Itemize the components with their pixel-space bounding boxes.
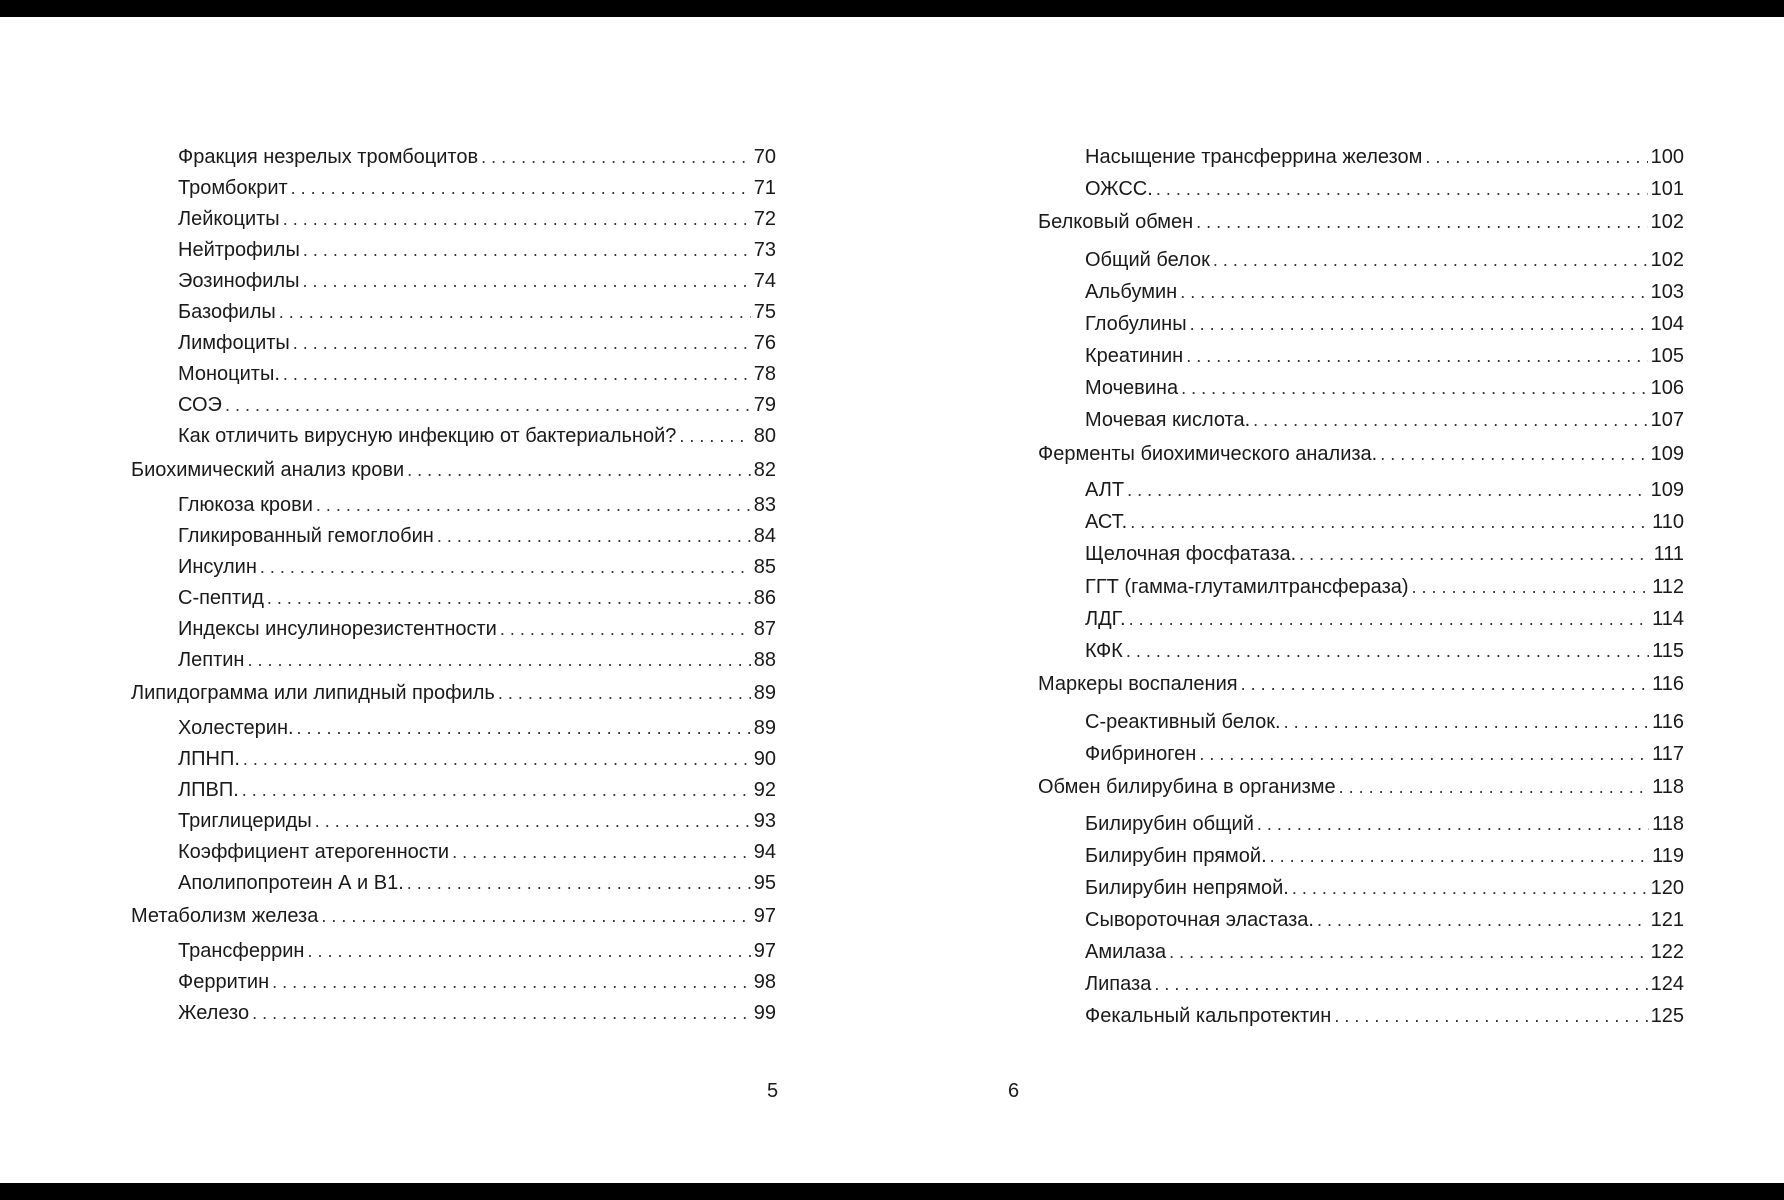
toc-entry-title: Сывороточная эластаза.: [1085, 909, 1314, 931]
dot-leader: [1127, 480, 1648, 500]
toc-entry-page-number: 79: [753, 394, 776, 416]
toc-entry-page-number: 103: [1650, 281, 1684, 303]
dot-leader: [1169, 942, 1648, 962]
dot-leader: [1257, 814, 1649, 834]
toc-entry-page-number: 71: [753, 177, 776, 199]
dot-leader: [252, 1003, 751, 1023]
dot-leader: [1130, 512, 1649, 532]
dot-leader: [272, 972, 751, 992]
toc-entry-title: Базофилы: [178, 301, 276, 323]
toc-section-entry: [131, 906, 776, 926]
page-number-left: 5: [767, 1080, 779, 1102]
dot-leader: [1317, 910, 1648, 930]
toc-entry-page-number: 86: [753, 587, 776, 609]
toc-entry-page-number: 93: [753, 810, 776, 832]
toc-subsection-entry: [131, 526, 776, 546]
toc-entry-page-number: 112: [1652, 576, 1684, 598]
toc-subsection-entry: [1038, 544, 1684, 564]
dot-leader: [498, 683, 751, 703]
toc-entry-title: Щелочная фосфатаза.: [1085, 543, 1297, 565]
toc-subsection-entry: [1038, 410, 1684, 430]
toc-entry-title: Общий белок: [1085, 249, 1210, 271]
dot-leader: [407, 873, 751, 893]
toc-subsection-entry: [1038, 712, 1684, 732]
toc-entry-page-number: 110: [1652, 511, 1684, 533]
toc-subsection-entry: [131, 619, 776, 639]
toc-entry-page-number: 109: [1650, 479, 1684, 501]
dot-leader: [1299, 544, 1650, 564]
dot-leader: [279, 302, 751, 322]
toc-entry-title: Метаболизм железа: [131, 905, 319, 927]
toc-entry-page-number: 122: [1650, 941, 1684, 963]
toc-entry-title: ГГТ (гамма-глутамилтрансфераза): [1085, 576, 1409, 598]
toc-entry-page-number: 94: [753, 841, 776, 863]
dot-leader: [297, 718, 751, 738]
dot-leader: [1292, 878, 1648, 898]
toc-entry-page-number: 115: [1652, 640, 1684, 662]
toc-entry-title: Триглицериды: [178, 810, 312, 832]
toc-subsection-entry: [131, 364, 776, 384]
toc-section-entry: [1038, 444, 1684, 464]
dot-leader: [303, 240, 751, 260]
toc-subsection-entry: [131, 650, 776, 670]
dot-leader: [260, 557, 751, 577]
toc-entry-page-number: 75: [753, 301, 776, 323]
toc-entry-page-number: 73: [753, 239, 776, 261]
toc-entry-page-number: 118: [1652, 813, 1684, 835]
toc-entry-page-number: 100: [1650, 146, 1684, 168]
dot-leader: [291, 178, 751, 198]
toc-entry-page-number: 118: [1652, 776, 1684, 798]
toc-entry-title: Трансферрин: [178, 940, 305, 962]
toc-subsection-entry: [131, 333, 776, 353]
toc-entry-title: Фекальный кальпротектин: [1085, 1005, 1332, 1027]
dot-leader: [293, 333, 751, 353]
toc-subsection-entry: [1038, 942, 1684, 962]
dot-leader: [1126, 641, 1649, 661]
toc-entry-page-number: 84: [753, 525, 776, 547]
dot-leader: [225, 395, 751, 415]
toc-subsection-entry: [1038, 910, 1684, 930]
toc-entry-title: АСТ.: [1085, 511, 1128, 533]
toc-subsection-entry: [1038, 512, 1684, 532]
toc-entry-title: Нейтрофилы: [178, 239, 300, 261]
toc-subsection-entry: [1038, 609, 1684, 629]
toc-subsection-entry: [1038, 314, 1684, 334]
toc-entry-title: Биохимический анализ крови: [131, 459, 405, 481]
dot-leader: [1213, 250, 1648, 270]
toc-entry-title: Эозинофилы: [178, 270, 300, 292]
toc-entry-title: Альбумин: [1085, 281, 1178, 303]
toc-entry-title: Ферритин: [178, 971, 270, 993]
toc-entry-title: Индексы инсулинорезистентности: [178, 618, 497, 640]
toc-entry-page-number: 120: [1650, 877, 1684, 899]
toc-entry-page-number: 74: [753, 270, 776, 292]
dot-leader: [316, 495, 751, 515]
dot-leader: [1253, 410, 1647, 430]
dot-leader: [267, 588, 751, 608]
toc-subsection-entry: [131, 972, 776, 992]
dot-leader: [1241, 674, 1650, 694]
toc-entry-page-number: 87: [753, 618, 776, 640]
toc-entry-page-number: 121: [1650, 909, 1684, 931]
toc-entry-title: СОЭ: [178, 394, 222, 416]
toc-entry-page-number: 76: [753, 332, 776, 354]
toc-entry-page-number: 92: [753, 779, 776, 801]
toc-entry-title: Железо: [178, 1002, 250, 1024]
toc-entry-title: С-пептид: [178, 587, 264, 609]
toc-entry-title: Как отличить вирусную инфекцию от бактериальной?: [178, 425, 677, 447]
toc-subsection-entry: [131, 302, 776, 322]
toc-subsection-entry: [131, 1003, 776, 1023]
dot-leader: [1186, 346, 1647, 366]
toc-subsection-entry: [131, 240, 776, 260]
toc-entry-page-number: 85: [753, 556, 776, 578]
toc-subsection-entry: [131, 147, 776, 167]
toc-subsection-entry: [131, 811, 776, 831]
dot-leader: [321, 906, 750, 926]
top-border: [0, 0, 1784, 17]
dot-leader: [1334, 1006, 1647, 1026]
toc-entry-page-number: 89: [753, 682, 776, 704]
toc-entry-page-number: 119: [1652, 845, 1684, 867]
dot-leader: [243, 749, 751, 769]
toc-subsection-entry: [1038, 346, 1684, 366]
dot-leader: [437, 526, 751, 546]
toc-subsection-entry: [1038, 846, 1684, 866]
toc-entry-page-number: 124: [1650, 973, 1684, 995]
toc-subsection-entry: [131, 209, 776, 229]
toc-entry-title: Аполипопротеин А и В1.: [178, 872, 404, 894]
dot-leader: [1412, 577, 1650, 597]
toc-entry-page-number: 102: [1650, 249, 1684, 271]
toc-entry-page-number: 114: [1652, 608, 1684, 630]
toc-subsection-entry: [1038, 378, 1684, 398]
toc-entry-page-number: 116: [1652, 673, 1684, 695]
toc-section-entry: [131, 683, 776, 703]
toc-entry-title: Насыщение трансферрина железом: [1085, 146, 1423, 168]
toc-subsection-entry: [1038, 1006, 1684, 1026]
dot-leader: [1156, 179, 1648, 199]
toc-entry-page-number: 99: [753, 1002, 776, 1024]
dot-leader: [1190, 314, 1648, 334]
toc-entry-title: ЛПНП.: [178, 748, 240, 770]
toc-entry-page-number: 106: [1650, 377, 1684, 399]
toc-entry-title: Белковый обмен: [1038, 211, 1194, 233]
dot-leader: [242, 780, 751, 800]
toc-entry-title: Холестерин.: [178, 717, 294, 739]
toc-subsection-entry: [131, 426, 776, 446]
toc-entry-page-number: 97: [753, 940, 776, 962]
dot-leader: [1270, 846, 1649, 866]
toc-entry-page-number: 104: [1650, 313, 1684, 335]
toc-entry-title: Фракция незрелых тромбоцитов: [178, 146, 479, 168]
toc-entry-title: Ферменты биохимического анализа.: [1038, 443, 1378, 465]
dot-leader: [1180, 282, 1647, 302]
dot-leader: [1380, 444, 1647, 464]
toc-entry-page-number: 95: [753, 872, 776, 894]
toc-entry-title: Мочевая кислота.: [1085, 409, 1251, 431]
dot-leader: [1425, 147, 1647, 167]
toc-subsection-entry: [131, 557, 776, 577]
toc-entry-title: Маркеры воспаления: [1038, 673, 1238, 695]
toc-entry-title: Билирубин общий: [1085, 813, 1254, 835]
dot-leader: [481, 147, 751, 167]
toc-entry-page-number: 109: [1650, 443, 1684, 465]
page-number-right: 6: [1008, 1080, 1020, 1102]
bottom-border: [0, 1183, 1784, 1200]
toc-entry-page-number: 80: [753, 425, 776, 447]
toc-entry-page-number: 82: [753, 459, 776, 481]
toc-entry-title: Фибриноген: [1085, 743, 1197, 765]
toc-entry-title: Амилаза: [1085, 941, 1167, 963]
toc-entry-title: Глобулины: [1085, 313, 1187, 335]
toc-entry-title: ОЖСС.: [1085, 178, 1153, 200]
toc-entry-title: Лептин: [178, 649, 245, 671]
toc-subsection-entry: [131, 873, 776, 893]
toc-entry-page-number: 90: [753, 748, 776, 770]
dot-leader: [302, 271, 750, 291]
toc-subsection-entry: [1038, 878, 1684, 898]
dot-leader: [283, 209, 751, 229]
toc-entry-page-number: 107: [1650, 409, 1684, 431]
dot-leader: [407, 460, 751, 480]
toc-entry-page-number: 72: [753, 208, 776, 230]
toc-entry-page-number: 83: [753, 494, 776, 516]
toc-entry-title: Липидограмма или липидный профиль: [131, 682, 495, 704]
dot-leader: [500, 619, 751, 639]
toc-subsection-entry: [131, 941, 776, 961]
toc-entry-title: Билирубин прямой.: [1085, 845, 1267, 867]
toc-subsection-entry: [1038, 814, 1684, 834]
toc-section-entry: [1038, 777, 1684, 797]
toc-entry-page-number: 116: [1652, 711, 1684, 733]
toc-entry-page-number: 88: [753, 649, 776, 671]
toc-subsection-entry: [1038, 641, 1684, 661]
dot-leader: [452, 842, 751, 862]
toc-subsection-entry: [1038, 282, 1684, 302]
toc-entry-page-number: 78: [753, 363, 776, 385]
toc-subsection-entry: [131, 749, 776, 769]
toc-entry-title: Гликированный гемоглобин: [178, 525, 434, 547]
dot-leader: [679, 426, 750, 446]
toc-section-entry: [1038, 212, 1684, 232]
toc-entry-page-number: 125: [1650, 1005, 1684, 1027]
dot-leader: [1129, 609, 1649, 629]
toc-subsection-entry: [131, 178, 776, 198]
toc-entry-title: Лимфоциты: [178, 332, 290, 354]
toc-entry-title: ЛПВП.: [178, 779, 239, 801]
toc-entry-page-number: 70: [753, 146, 776, 168]
toc-subsection-entry: [1038, 577, 1684, 597]
toc-entry-page-number: 105: [1650, 345, 1684, 367]
dot-leader: [1339, 777, 1649, 797]
toc-section-entry: [1038, 674, 1684, 694]
toc-subsection-entry: [1038, 147, 1684, 167]
toc-entry-title: Липаза: [1085, 973, 1152, 995]
toc-entry-title: КФК: [1085, 640, 1123, 662]
dot-leader: [1284, 712, 1650, 732]
toc-subsection-entry: [1038, 179, 1684, 199]
toc-entry-title: Коэффициент атерогенности: [178, 841, 450, 863]
toc-entry-title: Лейкоциты: [178, 208, 280, 230]
toc-subsection-entry: [131, 395, 776, 415]
toc-entry-page-number: 111: [1653, 543, 1684, 565]
toc-subsection-entry: [1038, 744, 1684, 764]
toc-section-entry: [131, 460, 776, 480]
toc-entry-title: Билирубин непрямой.: [1085, 877, 1289, 899]
toc-subsection-entry: [1038, 480, 1684, 500]
toc-entry-page-number: 102: [1650, 211, 1684, 233]
toc-subsection-entry: [131, 780, 776, 800]
toc-subsection-entry: [131, 495, 776, 515]
toc-subsection-entry: [131, 718, 776, 738]
dot-leader: [1181, 378, 1648, 398]
dot-leader: [1199, 744, 1649, 764]
toc-entry-title: Креатинин: [1085, 345, 1184, 367]
toc-entry-page-number: 117: [1652, 743, 1684, 765]
dot-leader: [1154, 974, 1647, 994]
dot-leader: [307, 941, 750, 961]
toc-entry-title: Тромбокрит: [178, 177, 288, 199]
toc-entry-title: Обмен билирубина в организме: [1038, 776, 1336, 798]
toc-subsection-entry: [1038, 250, 1684, 270]
toc-entry-title: С-реактивный белок.: [1085, 711, 1281, 733]
dot-leader: [1196, 212, 1647, 232]
toc-subsection-entry: [131, 842, 776, 862]
toc-entry-page-number: 98: [753, 971, 776, 993]
toc-entry-title: ЛДГ.: [1085, 608, 1126, 630]
toc-entry-page-number: 97: [753, 905, 776, 927]
toc-entry-title: Глюкоза крови: [178, 494, 313, 516]
toc-entry-title: Мочевина: [1085, 377, 1179, 399]
toc-subsection-entry: [131, 588, 776, 608]
dot-leader: [315, 811, 751, 831]
toc-entry-title: Моноциты.: [178, 363, 280, 385]
toc-entry-page-number: 101: [1650, 178, 1684, 200]
dot-leader: [283, 364, 751, 384]
toc-entry-title: АЛТ: [1085, 479, 1125, 501]
toc-entry-title: Инсулин: [178, 556, 257, 578]
dot-leader: [247, 650, 750, 670]
toc-entry-page-number: 89: [753, 717, 776, 739]
toc-subsection-entry: [1038, 974, 1684, 994]
toc-subsection-entry: [131, 271, 776, 291]
